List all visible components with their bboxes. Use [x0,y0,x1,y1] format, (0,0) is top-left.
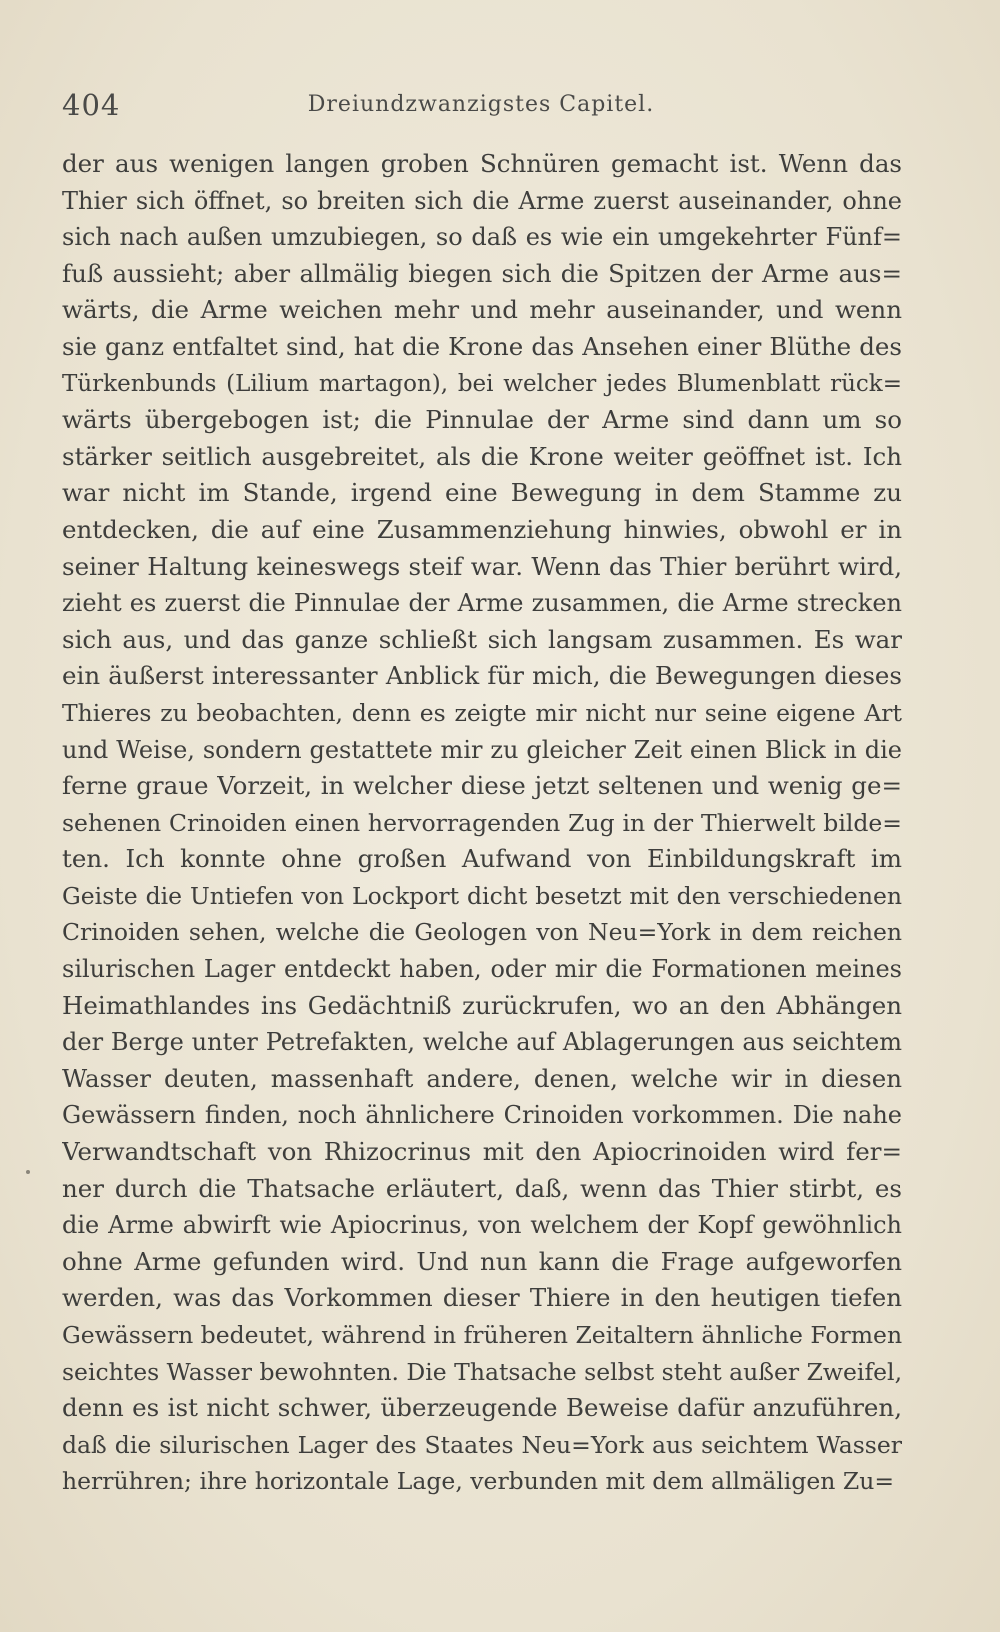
text-line: fuß aussieht; aber allmälig biegen sich die Spitzen der Arme aus= [62,258,902,288]
text-line: sich aus, und das ganze schließt sich langsam zusammen. Es war [62,624,902,654]
text-line: der aus wenigen langen groben Schnüren gemacht ist. Wenn das [62,149,902,178]
page-header [62,88,900,128]
text-line: war nicht im Stande, irgend eine Bewegung in dem Stamme zu [62,478,902,508]
text-line: entdecken, die auf eine Zusammenziehung hinwies, obwohl er in [62,514,902,544]
text-line: Wasser deuten, massenhaft andere, denen, welche wir in diesen [62,1063,902,1093]
text-line: Verwandtschaft von Rhizocrinus mit den Apiocrinoiden wird fer= [62,1137,902,1167]
text-line: ner durch die Thatsache erläutert, daß, wenn das Thier stirbt, es [62,1173,902,1203]
text-line: silurischen Lager entdeckt haben, oder mir die Formationen meines [62,955,902,984]
text-line: wärts übergebogen ist; die Pinnulae der Arme sind dann um so [62,405,902,435]
text-line: ein äußerst interessanter Anblick für mich, die Bewegungen dieses [62,661,902,691]
text-line: und Weise, sondern gestattete mir zu gleicher Zeit einen Blick in die [62,735,902,764]
text-line: Gewässern finden, noch ähnlichere Crinoiden vorkommen. Die nahe [62,1101,902,1130]
text-line: ohne Arme gefunden wird. Und nun kann die Frage aufgeworfen [62,1246,902,1276]
margin-speck [26,1170,30,1174]
text-line: sehenen Crinoiden einen hervorragenden Zug in der Thierwelt bilde= [62,808,902,837]
text-line: Crinoiden sehen, welche die Geologen von Neu=York in dem reichen [62,918,902,947]
text-line: Türkenbunds (Lilium martagon), bei welcher jedes Blumenblatt rück= [62,370,902,397]
body-text [62,146,902,1500]
text-line: der Berge unter Petrefakten, welche auf Ablagerungen aus seichtem [62,1028,902,1057]
text-line: sich nach außen umzubiegen, so daß es wie ein umgekehrter Fünf= [62,223,902,252]
page-number: 404 [62,88,121,122]
text-line: seiner Haltung keineswegs steif war. Wenn das Thier berührt wird, [62,551,902,581]
text-line: Thier sich öffnet, so breiten sich die Arme zuerst auseinander, ohne [62,186,902,215]
text-line: ten. Ich konnte ohne großen Aufwand von Einbildungskraft im [62,844,902,874]
text-line: daß die silurischen Lager des Staates Neu=York aus seichtem Wasser [62,1430,902,1459]
text-line: Heimathlandes ins Gedächtniß zurückrufen, wo an den Abhängen [62,990,902,1020]
text-line: Gewässern bedeutet, während in früheren Zeitaltern ähnliche Formen [62,1321,902,1349]
text-line: Thieres zu beobachten, denn es zeigte mir nicht nur seine eigene Art [62,698,902,727]
running-head: Dreiundzwanzigstes Capitel. [307,92,655,117]
text-line: Geiste die Untiefen von Lockport dicht besetzt mit den verschiedenen [62,881,902,910]
text-line: die Arme abwirft wie Apiocrinus, von welchem der Kopf gewöhnlich [62,1211,902,1240]
text-line: denn es ist nicht schwer, überzeugende Beweise dafür anzuführen, [62,1393,902,1423]
text-line: herrühren; ihre horizontale Lage, verbunden mit dem allmäligen Zu= [62,1467,895,1496]
text-line: stärker seitlich ausgebreitet, als die Krone weiter geöffnet ist. Ich [62,441,902,471]
text-line: zieht es zuerst die Pinnulae der Arme zusammen, die Arme strecken [62,589,902,618]
text-line: werden, was das Vorkommen dieser Thiere in den heutigen tiefen [62,1283,902,1313]
text-line: wärts, die Arme weichen mehr und mehr auseinander, und wenn [62,295,902,325]
text-line: seichtes Wasser bewohnten. Die Thatsache selbst steht außer Zweifel, [62,1357,902,1386]
text-line: ferne graue Vorzeit, in welcher diese jetzt seltenen und wenig ge= [62,771,902,801]
text-line: sie ganz entfaltet sind, hat die Krone das Ansehen einer Blüthe des [62,331,902,361]
